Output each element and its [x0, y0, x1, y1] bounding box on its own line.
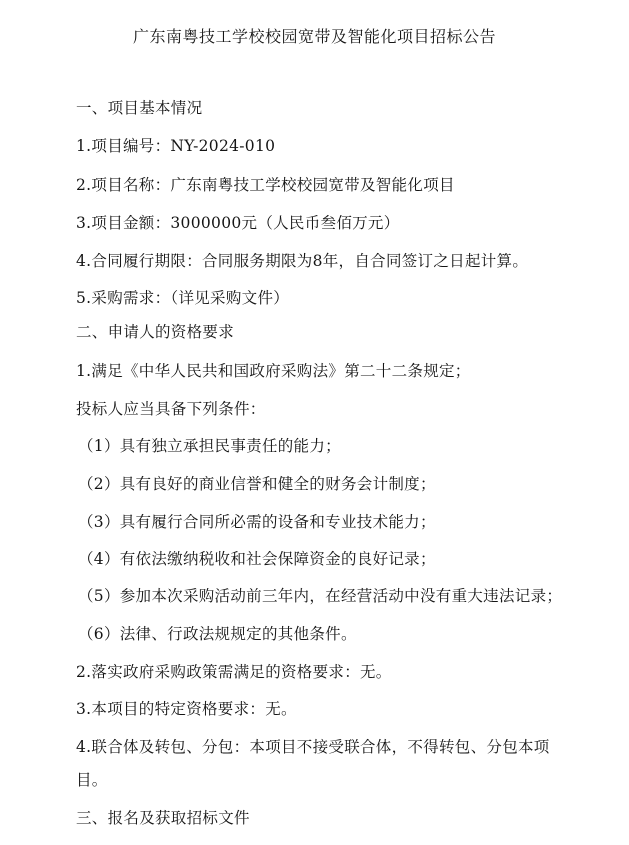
section-heading-qualifications: 二、申请人的资格要求	[76, 323, 235, 341]
qualification-item-3: 3.本项目的特定资格要求：无。	[76, 700, 297, 718]
qualification-item-4: 4.联合体及转包、分包：本项目不接受联合体，不得转包、分包本项	[76, 738, 550, 756]
project-name: 2.项目名称：广东南粤技工学校校园宽带及智能化项目	[76, 176, 455, 194]
section-heading-registration: 三、报名及获取招标文件	[76, 809, 250, 827]
condition-2: （2）具有良好的商业信誉和健全的财务会计制度；	[78, 475, 436, 493]
project-number: 1.项目编号：NY-2024-010	[76, 137, 276, 155]
qualification-item-4-continued: 目。	[76, 771, 108, 789]
project-amount: 3.项目金额：3000000元（人民币叁佰万元）	[76, 214, 400, 232]
section-heading-basic-info: 一、项目基本情况	[76, 99, 203, 117]
condition-1: （1）具有独立承担民事责任的能力；	[78, 437, 341, 455]
condition-6: （6）法律、行政法规规定的其他条件。	[78, 625, 357, 643]
qualification-item-1: 1.满足《中华人民共和国政府采购法》第二十二条规定；	[76, 362, 471, 380]
condition-3: （3）具有履行合同所必需的设备和专业技术能力；	[78, 513, 436, 531]
condition-5: （5）参加本次采购活动前三年内，在经营活动中没有重大违法记录；	[78, 587, 563, 605]
bidder-conditions-intro: 投标人应当具备下列条件：	[76, 400, 266, 418]
qualification-item-2: 2.落实政府采购政策需满足的资格要求：无。	[76, 663, 392, 681]
document-title: 广东南粤技工学校校园宽带及智能化项目招标公告	[132, 27, 496, 46]
procurement-needs: 5.采购需求：（详见采购文件）	[76, 289, 290, 307]
contract-period: 4.合同履行期限：合同服务期限为8年，自合同签订之日起计算。	[76, 252, 529, 270]
condition-4: （4）有依法缴纳税收和社会保障资金的良好记录；	[78, 550, 436, 568]
